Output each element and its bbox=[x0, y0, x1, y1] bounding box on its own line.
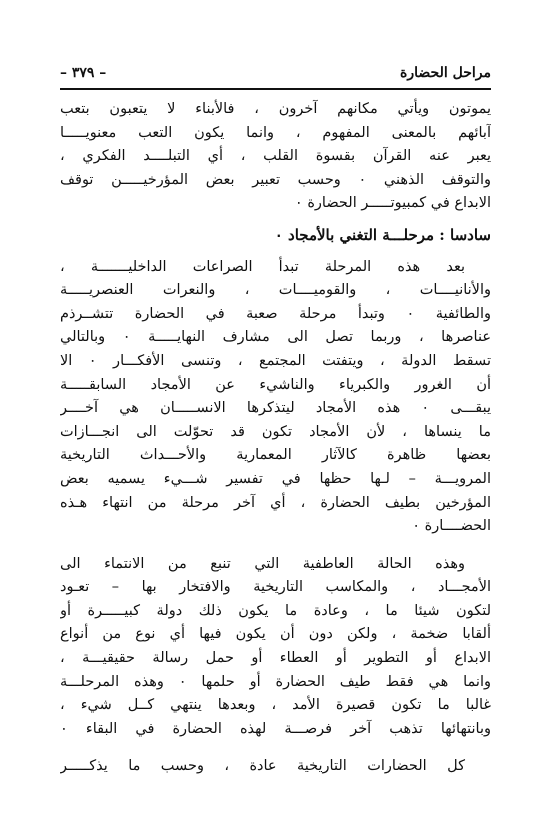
text-line: يبقـــى ٠ هذه الأمجاد ليتذكرها الانســـــان هي آخــــر bbox=[60, 400, 491, 417]
body-text bbox=[60, 98, 491, 779]
text-line: وهذه الحالة العاطفية التي تنبع من الانتماء الى bbox=[60, 555, 465, 572]
text-line: تسقط الدولة ، ويتفتت المجتمع ، وتنسى الأفكـــار ٠ الا bbox=[60, 352, 491, 369]
text-line: بعد هذه المرحلة تبدأ الصراعات الداخليـــــــة ، bbox=[60, 258, 465, 275]
text-line: أن الغرور والكبرياء والناشيء عن الأمجاد السابقـــــة bbox=[60, 376, 491, 393]
text-line: وانما هي فقط طيف الحضارة أو حلمها ٠ وهذه المرحلـــة bbox=[60, 673, 491, 690]
text-line: والتوقف الذهني ٠ وحسب تعبير بعض المؤرخيـــــن توقف bbox=[60, 171, 491, 188]
section-heading: سادسا : مرحلـــة التغني بالأمجاد ٠ bbox=[274, 225, 491, 244]
text-line: لتكون شيئا ما ، وعادة ما يكون ذلك دولة كبيـــــرة أو bbox=[60, 602, 491, 619]
text-line: وبانتهائها تذهب آخر فرصـــة لهذه الحضارة في البقاء ٠ bbox=[60, 720, 491, 737]
page-number: – ٣٧٩ – bbox=[60, 65, 107, 81]
running-header bbox=[60, 62, 491, 84]
text-line: والطائفية ٠ وتبدأ مرحلة صعبة في الحضارة تتشــرذم bbox=[60, 305, 491, 322]
text-line: والأنانيــــات ، والقوميــــات ، والنعرات العنصريـــــة bbox=[60, 282, 491, 299]
text-line: المؤرخين بطيف الحضارة ، أي آخر مرحلة من انتهاء هـذه bbox=[60, 494, 491, 511]
text-line: المرويـــة – لـها حظها في تفسير شـــيء يسميه بعض bbox=[60, 470, 491, 487]
text-line: آبائهم بالمعنى المفهوم ، وانما يكون التعب معنويـــــا bbox=[60, 124, 491, 141]
text-line: عناصرها ، وربما تصل الى مشارف النهايـــــة ٠ وبالتالي bbox=[60, 329, 491, 346]
text-line: يموتون ويأتي مكانهم آخرون ، فالأبناء لا يتعبون بتعب bbox=[60, 101, 491, 117]
text-line: الحضــــارة ٠ bbox=[412, 518, 491, 535]
text-line: يعبر عنه القرآن بقسوة القلب ، أي التبلــــد الفكري ، bbox=[60, 148, 491, 165]
text-line: الابداع أو التطوير أو العطاء أو حمل رسالة حقيقيـــة ، bbox=[60, 650, 491, 667]
book-title: مراحل الحضارة bbox=[400, 65, 491, 81]
text-line: غالبا ما تكون قصيرة الأمد ، وبعدها ينتهي كــل شيء ، bbox=[60, 697, 491, 714]
text-line: ألقابا ضخمة ، ولكن دون أن يكون فيها أي نوع من أنواع bbox=[60, 626, 491, 643]
text-line: كل الحضارات التاريخية عادة ، وحسب ما يذكـــــر bbox=[60, 758, 465, 775]
header-rule bbox=[60, 88, 491, 90]
text-line: بعضها ظاهرة كالآثار المعمارية والأحـــداث التاريخية bbox=[60, 447, 491, 464]
text-line: الابداع في كمبيوتـــــر الحضارة ٠ bbox=[294, 195, 491, 212]
text-line: ما ينساها ، لأن الأمجاد تكون قد تحوّلت الى انجـــازات bbox=[60, 423, 491, 440]
text-line: الأمجـــاد ، والمكاسب التاريخية والافتخار بها – تعـود bbox=[60, 579, 491, 596]
